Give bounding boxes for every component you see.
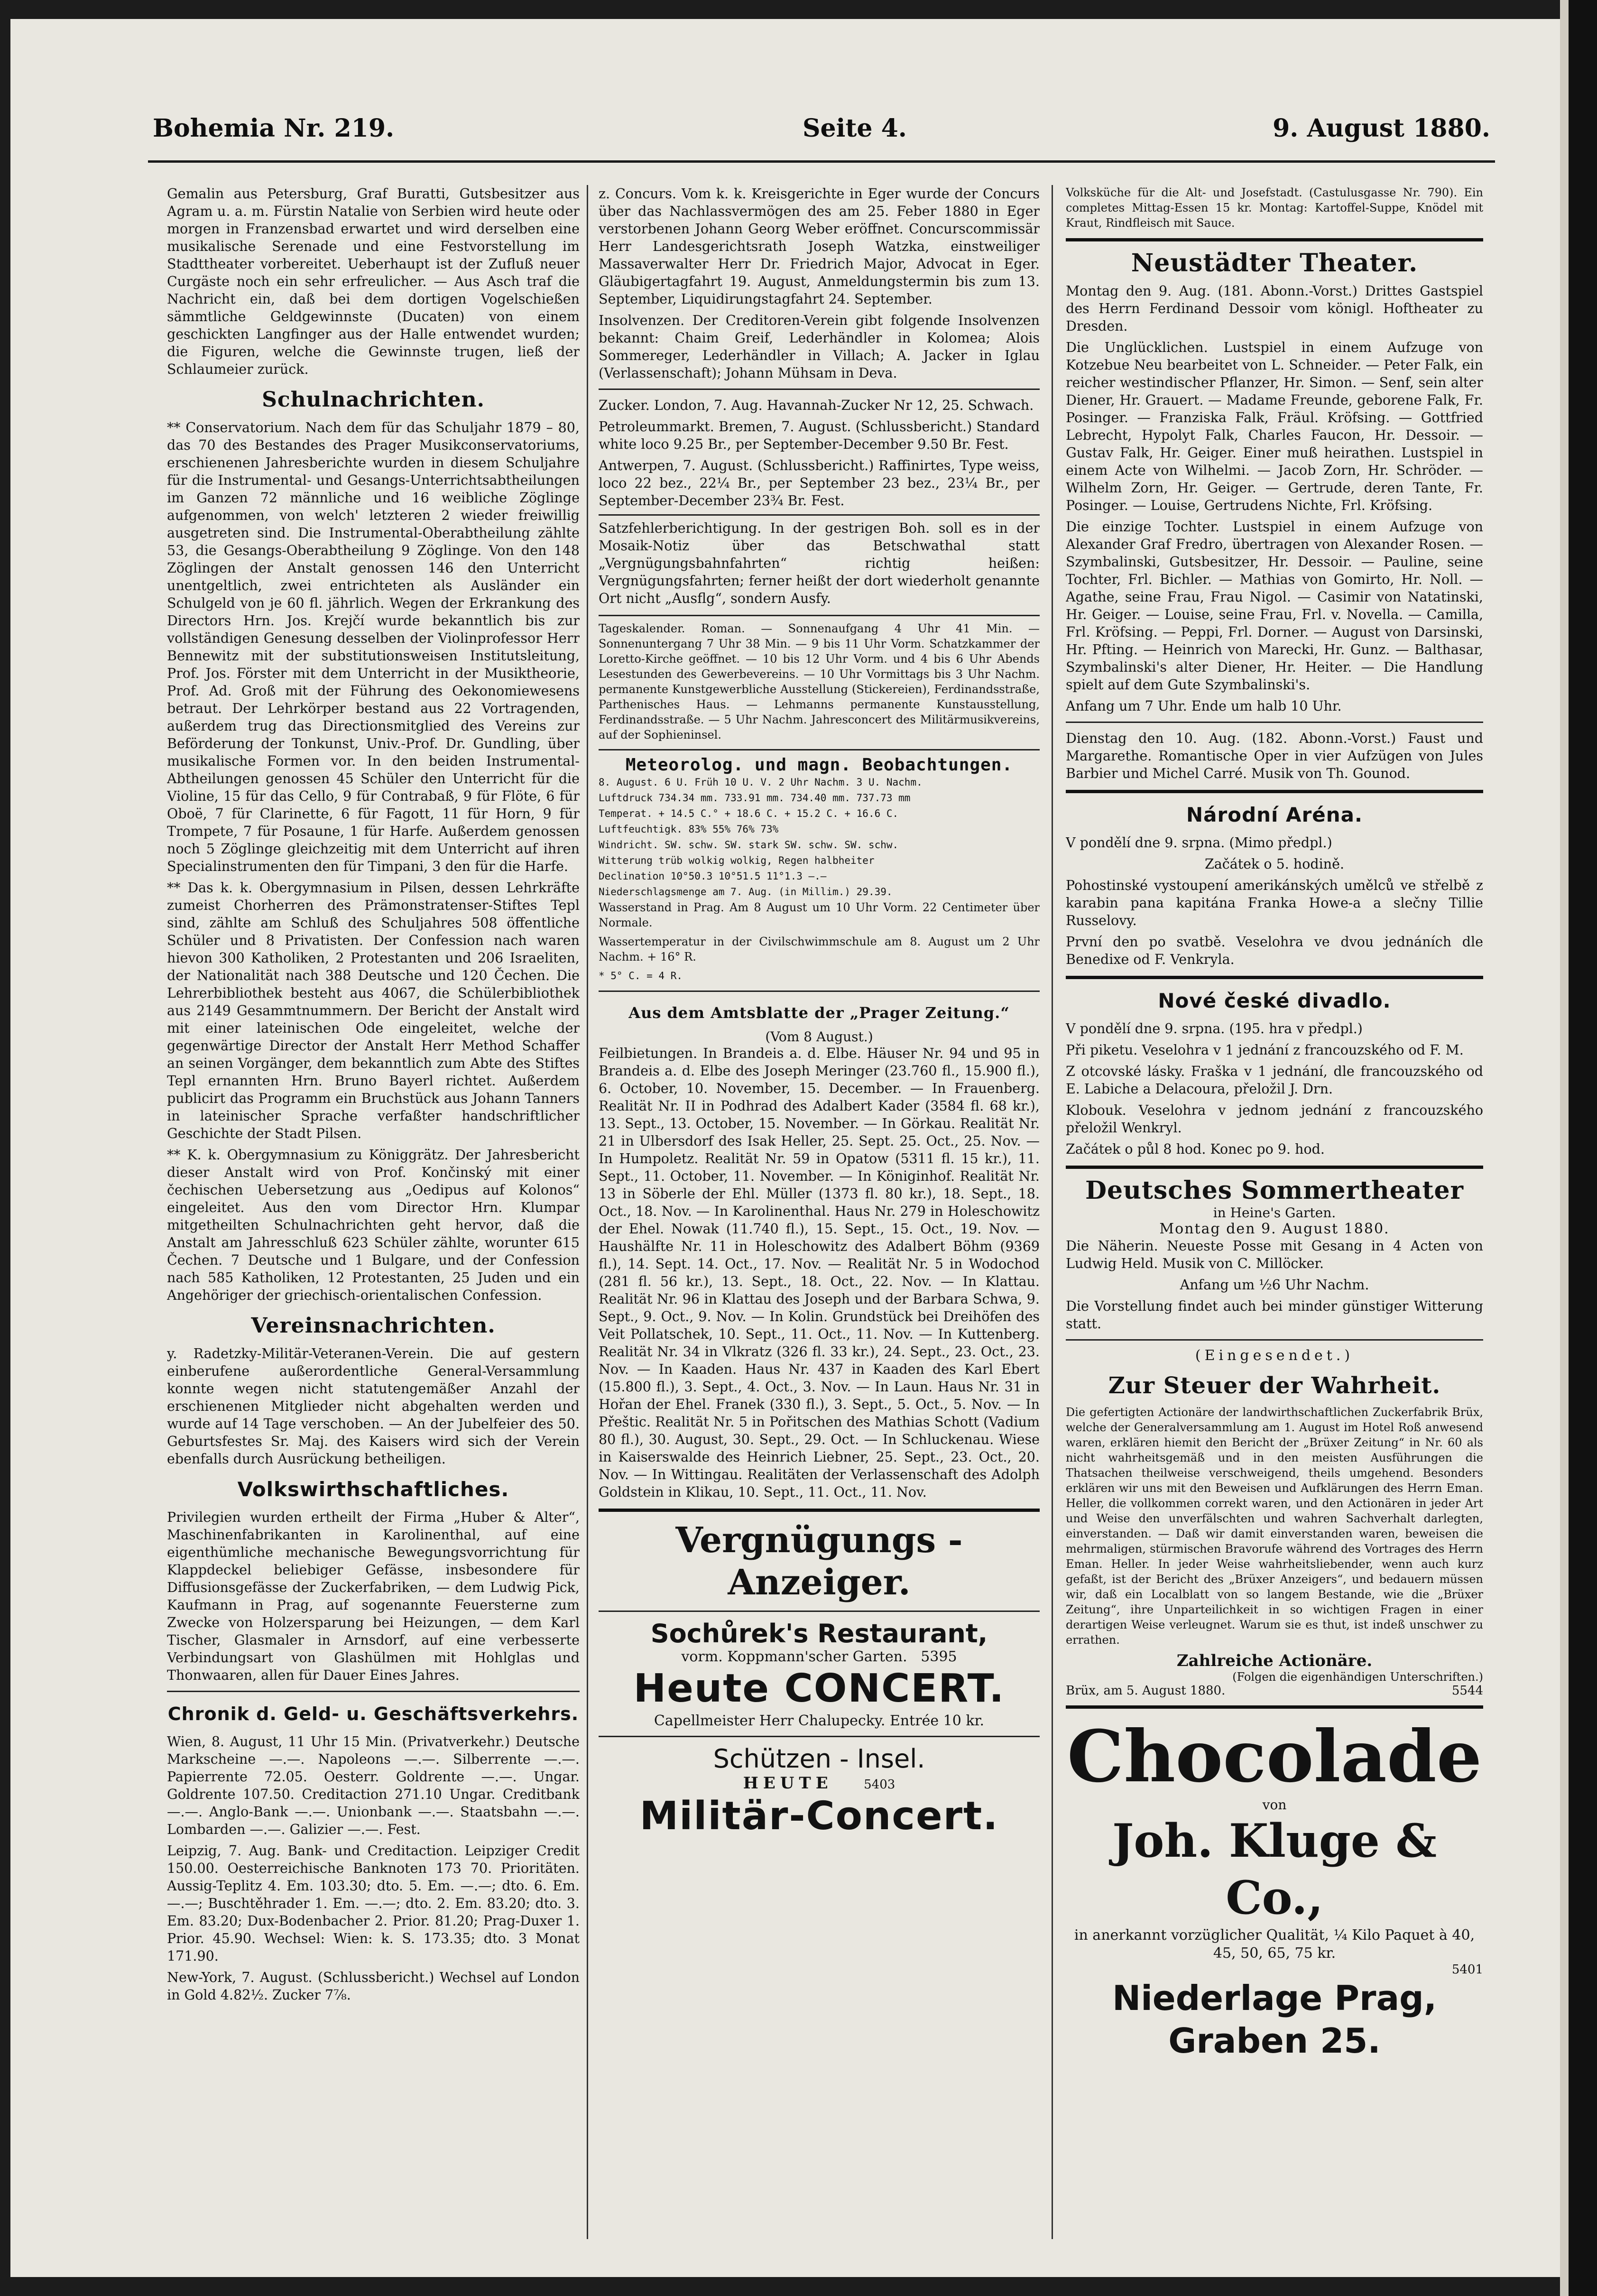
article-paragraph: Insolvenzen. Der Creditoren-Verein gibt folgende Insolvenzen bekannt: Chaim Greif, Lederhändler in Kolomea; Alois Sommereger, Lederhändler in Villach; A. Jacker in Iglau (Verlassenschaft); Johann Mühsam in Deva. xyxy=(599,313,1040,381)
weather-title: Meteorolog. und magn. Beobachtungen. xyxy=(625,755,1013,775)
article-paragraph: z. Concurs. Vom k. k. Kreisgerichte in Eger wurde der Concurs über das Nachlassvermögen des am 25. Feber 1880 in Eger verstorbenen Johann Georg Weber eröffnet. Concurscommissär Herr Landesgerichtsrath Joseph Watzka, einstweiliger Massaverwalter Herr Dr. Friedrich Major, Advocat in Eger. Gläubigertagfahrt 19. August, Anmeldungstermin bis zum 13. September, Liquidirungstagfahrt 24. September. xyxy=(599,186,1040,307)
market-paragraph: Leipzig, 7. Aug. Bank- und Creditaction. Leipziger Credit 150.00. Oesterreichische Banknoten 173 70. Prioritäten. Aussig-Teplitz 4. Em. 103.30; dto. 5. Em. —.—; dto. 6. Em. —.—; Buschtěhrader 1. Em. —.—; dto. 2. Em. 83.20; dto. 3. Em. 83.20; Dux-Bodenbacher 2. Prior. 81.20; Prag-Duxer 1. Prior. 45.90. Wechsel: Wien: k. S. 173.35; dto. 3 Monat 171.90. xyxy=(167,1843,580,1964)
weather-table xyxy=(599,757,1040,984)
theater-paragraph: Pohostinské vystoupení amerikánských umělců ve střelbě z karabin pana kapitána Franka Howe-a a slečny Tillie Russelovy. xyxy=(1066,878,1483,928)
advertisement xyxy=(599,1744,1040,1840)
ad-subtitle-text: HEUTE xyxy=(743,1773,833,1793)
market-paragraph: Petroleummarkt. Bremen, 7. August. (Schlussbericht.) Standard white loco 9.25 Br., per September-December 9.50 Br. Fest. xyxy=(599,419,1040,452)
section-heading: Aus dem Amtsblatte der „Prager Zeitung.“ xyxy=(628,1004,1010,1022)
ad-title: Sochůrek's Restaurant, xyxy=(650,1618,988,1648)
notice-paragraph: Volksküche für die Alt- und Josefstadt. (Castulusgasse Nr. 790). Ein completes Mittag-Essen 15 kr. Montag: Kartoffel-Suppe, Knödel mit Kraut, Rindfleisch mit Sauce. xyxy=(1066,186,1483,230)
theater-paragraph: Klobouk. Veselohra v jednom jednání z francouzského přeložil Wenkryl. xyxy=(1066,1102,1483,1136)
theater-paragraph: V pondělí dne 9. srpna. (195. hra v předpl.) xyxy=(1066,1021,1363,1037)
ad-number: 5544 xyxy=(1451,1684,1483,1698)
divider xyxy=(1066,1339,1483,1341)
article-paragraph: Privilegien wurden ertheilt der Firma „Huber & Alter“, Maschinenfabrikanten in Karolinenthal, auf eine eigenthümliche mechanische Bewegungsvorrichtung für Klappdeckel beliebiger Gefässe, insbesondere für Diffusionsgefässe der Zuckerfabriken, — dem Ludwig Pick, Kaufmann in Prag, auf sogenannte Feuersterne zum Zwecke von Holzersparung bei Heizungen, — dem Karl Tischer, Glasmaler in Arnsdorf, auf eine verbesserte Verbindungsart von Glashülmen mit Hohlglas und Thonwaaren, allen für Dauer Eines Jahres. xyxy=(167,1509,580,1683)
theater-paragraph: Montag den 9. Aug. (181. Abonn.-Vorst.) Drittes Gastspiel des Herrn Ferdinand Dessoir vom königl. Hoftheater zu Dresden. xyxy=(1066,283,1483,334)
ad-number: 5395 xyxy=(921,1648,957,1665)
theater-paragraph: Die Näherin. Neueste Posse mit Gesang in 4 Acten von Ludwig Held. Musik von C. Millöcker. xyxy=(1066,1238,1483,1271)
section-subheading: (Eingesendet.) xyxy=(1195,1347,1354,1364)
divider xyxy=(599,1611,1040,1612)
section-heading: Zur Steuer der Wahrheit. xyxy=(1108,1372,1441,1399)
theater-paragraph: První den po svatbě. Veselohra ve dvou jednáních dle Benedixe od F. Venkryla. xyxy=(1066,934,1483,967)
theater-paragraph: Anfang um ½6 Uhr Nachm. xyxy=(1180,1277,1369,1293)
article-paragraph: ** K. k. Obergymnasium zu Königgrätz. Der Jahresbericht dieser Anstalt wird von Prof. Končinský mit einer čechischen Uebersetzung aus „Oedipus auf Kolonos“ eingeleitet. Aus den vom Director Hrn. Klumpar mitgetheilten Schulnachrichten geht hervor, daß die Anstalt am Jahresschluß 623 Schüler zählte, worunter 615 Čechen. 7 Deutsche und 1 Bulgare, und der Confession nach 585 Katholiken, 12 Protestanten, 25 Juden und ein Angehöriger der griechisch-orientalischen Confession. xyxy=(167,1147,580,1303)
section-heading: Schulnachrichten. xyxy=(262,388,485,412)
ad-text: von xyxy=(1262,1797,1287,1813)
theater-paragraph: Začátek o 5. hodině. xyxy=(1204,856,1345,872)
theater-paragraph: Die Unglücklichen. Lustspiel in einem Aufzuge von Kotzebue Neu bearbeitet von L. Schneider. — Peter Falk, ein reicher westindischer Pflanzer, Hr. Simon. — Senf, sein alter Diener, Hr. Grauert. — Madame Freunde, geborene Falk, Fr. Posinger. — Franziska Falk, Fräul. Kröfsing. — Gottfried Lebrecht, Hypolyt Falk, Charles Faucon, Hr. Dessoir. — Gustav Falk, Hr. Geiger. Einer muß heirathen. Lustspiel in einem Acte von Wilhelmi. — Jacob Zorn, Hr. Schröder. — Wilhelm Zorn, Hr. Geiger. — Gertrude, deren Tante, Fr. Posinger. — Louise, Gertrudens Nichte, Frl. Kröfsing. xyxy=(1066,340,1483,513)
column-divider xyxy=(587,185,588,2239)
ad-number: 5401 xyxy=(1451,1963,1483,1977)
header-page-number: Seite 4. xyxy=(803,114,907,143)
market-paragraph: Antwerpen, 7. August. (Schlussbericht.) Raffinirtes, Type weiss, loco 22 bez., 22¼ Br., per September 23 bez., 23¼ Br., per September-December 23¾ Br. Fest. xyxy=(599,458,1040,509)
ad-company: Joh. Kluge & Co., xyxy=(1112,1814,1437,1925)
article-paragraph: y. Radetzky-Militär-Veteranen-Verein. Die auf gestern einberufene außerordentliche General-Versammlung konnte wegen nicht statutengemäßer Anzahl der erschienenen Mitglieder nicht abgehalten werden und wurde auf 14 Tage verschoben. — An der Jubelfeier des 50. Geburtsfestes Sr. Maj. des Kaisers wird sich der Verein ebenfalls durch Ausrückung betheiligen. xyxy=(167,1346,580,1467)
theater-paragraph: V pondělí dne 9. srpna. (Mimo předpl.) xyxy=(1066,835,1332,851)
divider xyxy=(167,1691,580,1692)
weather-row: Declination 10°50.3 10°51.5 11°1.3 —.— xyxy=(599,870,827,882)
ad-number: 5403 xyxy=(864,1777,895,1792)
theater-paragraph: Při piketu. Veselohra v 1 jednání z francouzského od F. M. xyxy=(1066,1042,1464,1058)
ad-headline: Heute CONCERT. xyxy=(633,1666,1005,1711)
page-edge xyxy=(1560,0,1569,2296)
section-subheading: (Vom 8 August.) xyxy=(765,1029,873,1045)
market-paragraph: Wien, 8. August, 11 Uhr 15 Min. (Privatverkehr.) Deutsche Markscheine —.—. Napoleons —.—. Silberrente —.—. Papierrente 72.05. Oesterr. Goldrente —.—. Ungar. Goldrente 107.50. Creditaction 271.10 Ungar. Creditbank —.—. Anglo-Bank —.—. Unionbank —.—. Staatsbahn —.—. Lombarden —.—. Galizier —.—. Fest. xyxy=(167,1734,580,1837)
theater-title: Nové české divadlo. xyxy=(1158,989,1391,1012)
weather-row: Temperat. + 14.5 C.° + 18.6 C. + 15.2 C. + 16.6 C. xyxy=(599,808,899,819)
ad-headline: Militär-Concert. xyxy=(639,1793,999,1839)
article-paragraph: Feilbietungen. In Brandeis a. d. Elbe. Häuser Nr. 94 und 95 in Brandeis a. d. Elbe des Joseph Meringer (23.760 fl., 15.900 fl.), 6. October, 10. November, 15. December. — In Frauenberg. Realität Nr. II in Podhrad des Adalbert Kader (3584 fl. 68 kr.), 13. Sept., 13. October, 15. November. — In Görkau. Realität Nr. 21 in Ulbersdorf des Isak Heller, 25. Sept. 25. Oct., 25. Nov. — In Humpoletz. Realität Nr. 59 in Opatow (5311 fl. 15 kr.), 11. Sept., 11. October, 11. November. — In Königinhof. Realität Nr. 13 in Söberle der Ehl. Müller (1373 fl. 80 kr.), 18. Sept., 18. Oct., 18. Nov. — In Karolinenthal. Haus Nr. 279 in Holeschowitz der Ehel. Nowak (11.740 fl.), 15. Sept., 15. Oct., 19. Nov. — Haushälfte Nr. 11 in Holeschowitz des Adalbert Böhm (9369 fl.), 14. Sept. 14. Oct., 17. Nov. — Realität Nr. 5 in Wodochod (281 fl. 56 kr.), 13. Sept., 18. Oct., 22. Nov. — In Klattau. Realität Nr. 96 in Klattau des Joseph und der Barbara Schwa, 9. Sept., 9. Oct., 9. Nov. — In Kolin. Grundstück bei Dreihöfen des Veit Pollatschek, 10. Sept., 11. Oct., 11. Nov. — In Kuttenberg. Realität Nr. 34 in Vlkratz (326 fl. 33 kr.), 24. Sept., 23. Oct., 23. Nov. — In Kaaden. Haus Nr. 437 in Kaaden des Karl Ebert (15.800 fl.), 3. Sept., 4. Oct., 3. Nov. — In Laun. Haus Nr. 31 in Hořan der Ehel. Franek (330 fl.), 3. Sept., 5. Oct., 5. Nov. — In Přeštic. Realität Nr. 5 in Pořitschen des Mathias Schott (Vadium 80 fl.), 30. August, 30. Sept., 29. Oct. — In Schluckenau. Wiese in Kaiserswalde des Heinrich Liebner, 25. Sept., 23. Oct., 20. Nov. — In Wittingau. Realitäten der Verlassenschaft des Adolph Goldstein in Klikau, 10. Sept., 11. Oct., 11. Nov. xyxy=(599,1046,1040,1500)
correction-box xyxy=(599,514,1040,616)
theater-title: Národní Aréna. xyxy=(1186,803,1363,826)
ad-address: Niederlage Prag, Graben 25. xyxy=(1112,1978,1437,2061)
ad-text: in anerkannt vorzüglicher Qualität, ¼ Kilo Paquet à 40, 45, 50, 65, 75 kr. xyxy=(1074,1927,1475,1962)
ad-subtitle xyxy=(599,1648,1040,1665)
signature-place-text: Brüx, am 5. August 1880. xyxy=(1066,1684,1226,1698)
theater-title: Deutsches Sommertheater xyxy=(1085,1176,1464,1205)
divider xyxy=(1066,238,1483,241)
section-heading: Chronik d. Geld- u. Geschäftsverkehrs. xyxy=(167,1703,579,1724)
theater-paragraph: Z otcovské lásky. Fraška v 1 jednání, dle francouzského od E. Labiche a Delacoura, přeložil J. Drn. xyxy=(1066,1064,1483,1097)
ad-subtitle xyxy=(599,1774,1040,1793)
weather-row: Witterung trüb wolkig wolkig, Regen halbheiter xyxy=(599,855,875,866)
divider xyxy=(1066,790,1483,793)
correction-text: Satzfehlerberichtigung. In der gestrigen Boh. soll es in der Mosaik-Notiz über das Betschwathal statt „Vergnügungsbahnfahrten“ richtig heißen: Vergnügungsfahrten; ferner heißt der dort wiederholt genannte Ort nicht „Ausflg“, sondern Ausfy. xyxy=(599,520,1040,606)
weather-row: Niederschlagsmenge am 7. Aug. (in Millim.) 29.39. xyxy=(599,886,893,898)
theater-times: Začátek o půl 8 hod. Konec po 9. hod. xyxy=(1066,1141,1325,1157)
newspaper-page xyxy=(10,19,1561,2277)
article-paragraph: ** Das k. k. Obergymnasium in Pilsen, dessen Lehrkräfte zumeist Chorherren des Prämonstratenser-Stiftes Tepl sind, zählte am Schluß des Schuljahres 508 öffentliche Schüler und 8 Privatisten. Der Confession nach waren hievon 300 Katholiken, 2 Protestanten und 206 Israeliten, der Nationalität nach 388 Deutsche und 120 Čechen. Die Lehrerbibliothek besteht aus 4067, die Schülerbibliothek aus 2149 Gesammtnummern. Der Bericht der Anstalt wird mit einer lateinischen Ode eingeleitet, welche der gegenwärtige Director der Anstalt Herr Method Schaffer an seinen Vorgänger, dem bekanntlich zum Abte des Stiftes Tepl ernannten Hrn. Bruno Bayerl richtet. Außerdem publicirt das Programm ein Bruchstück aus Johann Tanners in lateinischer Sprache verfaßter handschriftlicher Geschichte der Stadt Pilsen. xyxy=(167,880,580,1141)
page-header xyxy=(153,114,1490,166)
ad-subtitle-text: vorm. Koppmann'scher Garten. xyxy=(681,1648,907,1665)
signature: Zahlreiche Actionäre. xyxy=(1176,1651,1373,1670)
advertisement xyxy=(599,1619,1040,1729)
theater-date: Montag den 9. August 1880. xyxy=(1159,1221,1390,1237)
divider xyxy=(1066,1705,1483,1709)
market-paragraph: New-York, 7. August. (Schlussbericht.) Wechsel auf London in Gold 4.82½. Zucker 7⅞. xyxy=(167,1970,580,2003)
divider xyxy=(599,389,1040,390)
weather-row: Luftfeuchtigk. 83% 55% 76% 73% xyxy=(599,824,779,835)
article-paragraph: Die gefertigten Actionäre der landwirthschaftlichen Zuckerfabrik Brüx, welche der Generalversammlung am 1. August im Hotel Roß anwesend waren, erklären hiemit den Bericht der „Brüxer Zeitung“ in Nr. 60 als nicht wahrheitsgemäß und in den meisten Ausführungen die Thatsachen theilweise verschweigend, theils umgehend. Besonders erklären wir uns mit den Beweisen und Aufklärungen des Herrn Eman. Heller, die vollkommen correkt waren, und den Actionären in jeder Art und Weise den unverfälschten und wahren Sachverhalt darlegten, einverstanden. — Daß wir damit einverstanden waren, beweisen die mehrmaligen, stürmischen Bravorufe während des Vortrages des Herrn Eman. Heller. In jeder Weise wahrheitsliebender, wenn auch kurz gefaßt, ist der Bericht des „Brüxer Anzeigers“, und bedauern müssen wir, daß ein Localblatt von so langem Bestande, wie die „Brüxer Zeitung“, ihre Unparteilichkeit in so wichtigen Fragen in einer derartigen Weise verleugnet. Warum sie es thut, ist indeß unschwer zu errathen. xyxy=(1066,1406,1483,1647)
weather-row: 8. August. 6 U. Früh 10 U. V. 2 Uhr Nachm. 3 U. Nachm. xyxy=(599,777,923,788)
weather-note: Wassertemperatur in der Civilschwimmschule am 8. August um 2 Uhr Nachm. + 16° R. xyxy=(599,935,1040,963)
intro-paragraph: Gemalin aus Petersburg, Graf Buratti, Gutsbesitzer aus Agram u. a. m. Fürstin Natalie von Serbien wird heute oder morgen in Franzensbad erwartet und wird derselben eine musikalische Serenade und eine Festvorstellung im Stadttheater vorbereitet. Ueberhaupt ist der Zufluß neuer Curgäste noch ein sehr erfreulicher. — Aus Asch traf die Nachricht ein, daß bei dem dortigen Vogelschießen sämmtliche Geldgewinnste (Ducaten) von einem geschickten Langfinger aus der Halle entwendet wurden; die Figuren, welche die Gewinnste trugen, ließ der Schlaumeier zurück. xyxy=(167,186,580,377)
section-heading: Volkswirthschaftliches. xyxy=(237,1478,509,1501)
weather-row: Luftdruck 734.34 mm. 733.91 mm. 734.40 mm. 737.73 mm xyxy=(599,792,911,804)
article-paragraph: ** Conservatorium. Nach dem für das Schuljahr 1879 – 80, das 70 des Bestandes des Prager Musikconservatoriums, erschienenen Jahresberichte wurden in diesem Schuljahre für die Instrumental- und Gesangs-Unterrichtsabtheilungen im Ganzen 72 männliche und 16 weibliche Zöglinge aufgenommen, von welch' letzteren 2 wieder freiwillig ausgetreten sind. Die Instrumental-Oberabtheilung zählte 53, die Gesangs-Oberabtheilung 9 Zöglinge. Von den 148 Zöglingen der Anstalt genossen 146 den Unterricht unentgeltlich, zwei entrichteten als Ausländer ein Schulgeld von je 60 fl. jährlich. Wegen der Erkrankung des Directors Hrn. Jos. Krejčí wurde bekanntlich bis zur vollständigen Genesung desselben der Violinprofessor Herr Bennewitz mit der substitutionsweisen Institutsleitung, Prof. Jos. Förster mit dem Unterricht in der Musiktheorie, Prof. Ad. Groß mit der Führung des Oekonomiewesens betraut. Der Lehrkörper bestand aus 22 Vortragenden, außerdem trug das Directionsmitglied des Vereins zur Beförderung der Tonkunst, Univ.-Prof. Dr. Gundling, über musikalische Formen vor. In den beiden Instrumental-Abtheilungen genossen 45 Schüler den Unterricht für die Violine, 15 für das Cello, 9 für Contrabaß, 9 für Flöte, 6 für Oboë, 7 für Clarinette, 6 für Fagott, 11 für Horn, 9 für Trompete, 7 für Posaune, 1 für Harfe. Außerdem genossen noch 5 Zöglinge gleichzeitig mit dem Unterricht auf ihren Specialinstrumenten den für Timpani, 3 den für die Harfe. xyxy=(167,420,580,874)
signature-note: (Folgen die eigenhändigen Unterschriften.) xyxy=(1232,1670,1483,1684)
column-divider xyxy=(1052,185,1053,2239)
header-title: Bohemia Nr. 219. xyxy=(153,114,395,143)
header-rule xyxy=(148,160,1495,163)
divider xyxy=(599,749,1040,750)
divider xyxy=(599,1736,1040,1737)
weather-row: Windricht. SW. schw. SW. stark SW. schw. SW. schw. xyxy=(599,839,899,851)
ad-text: Capellmeister Herr Chalupecky. Entrée 10 kr. xyxy=(654,1712,985,1729)
calendar-paragraph: Tageskalender. Roman. — Sonnenaufgang 4 Uhr 41 Min. — Sonnenuntergang 7 Uhr 38 Min. — 9 bis 11 Uhr Vorm. Schatzkammer der Loretto-Kirche geöffnet. — 10 bis 12 Uhr Vorm. und 4 bis 6 Uhr Abends Lesestunden des Gewerbevereins. — 10 Uhr Vormittags bis 3 Uhr Nachm. permanente Kunstgewerbliche Ausstellung (Stickereien), Ferdinandsstraße, Parthenisches Haus. — Lehmanns permanente Kunstausstellung, Ferdinandsstraße. — 5 Uhr Nachm. Jahresconcert des Militärmusikvereins, auf der Sophieninsel. xyxy=(599,622,1040,741)
divider xyxy=(1066,1166,1483,1169)
theater-paragraph: Die einzige Tochter. Lustspiel in einem Aufzuge von Alexander Graf Fredro, übertragen von Alexander Rosen. — Szymbalinski, Gutsbesitzer, Hr. Dessoir. — Pauline, seine Tochter, Frl. Bichler. — Mathias von Gomirto, Hr. Noll. — Agathe, seine Frau, Frau Nigol. — Casimir von Natatinski, Hr. Geiger. — Louise, seine Frau, Frl. v. Novella. — Camilla, Frl. Kröfsing. — Peppi, Frl. Dorner. — August von Darsinski, Hr. Pfting. — Heinrich von Marecki, Hr. Gunz. — Balthasar, Szymbalinski's alter Diener, Hr. Heiter. — Die Handlung spielt auf dem Gute Szymbalinski's. xyxy=(1066,519,1483,693)
section-heading: Vergnügungs - Anzeiger. xyxy=(675,1520,963,1603)
divider xyxy=(599,1509,1040,1512)
header-date: 9. August 1880. xyxy=(1273,114,1490,143)
weather-row: * 5° C. = 4 R. xyxy=(599,970,683,981)
weather-note: Wasserstand in Prag. Am 8 August um 10 Uhr Vorm. 22 Centimeter über Normale. xyxy=(599,901,1040,929)
divider xyxy=(1066,976,1483,979)
market-paragraph: Zucker. London, 7. Aug. Havannah-Zucker Nr 12, 25. Schwach. xyxy=(599,398,1034,413)
divider xyxy=(599,991,1040,992)
column-left xyxy=(167,185,580,2008)
ad-title: Schützen - Insel. xyxy=(713,1743,925,1774)
section-heading: Vereinsnachrichten. xyxy=(251,1314,496,1338)
ad-headline: Chocolade xyxy=(1067,1715,1482,1798)
theater-title: Neustädter Theater. xyxy=(1131,249,1418,278)
divider xyxy=(1066,722,1483,723)
theater-paragraph: Die Vorstellung findet auch bei minder günstiger Witterung statt. xyxy=(1066,1298,1483,1332)
advertisement-chocolade xyxy=(1066,1716,1483,2062)
column-right xyxy=(1066,185,1483,2062)
scan-border xyxy=(1569,0,1597,2296)
theater-times: Anfang um 7 Uhr. Ende um halb 10 Uhr. xyxy=(1066,698,1342,714)
theater-paragraph: Dienstag den 10. Aug. (182. Abonn.-Vorst.) Faust und Margarethe. Romantische Oper in vier Aufzügen von Jules Barbier und Michel Carré. Musik von Th. Gounod. xyxy=(1066,731,1483,781)
signature-place xyxy=(1066,1684,1483,1698)
column-middle xyxy=(599,185,1040,1840)
theater-subtitle: in Heine's Garten. xyxy=(1213,1205,1336,1221)
